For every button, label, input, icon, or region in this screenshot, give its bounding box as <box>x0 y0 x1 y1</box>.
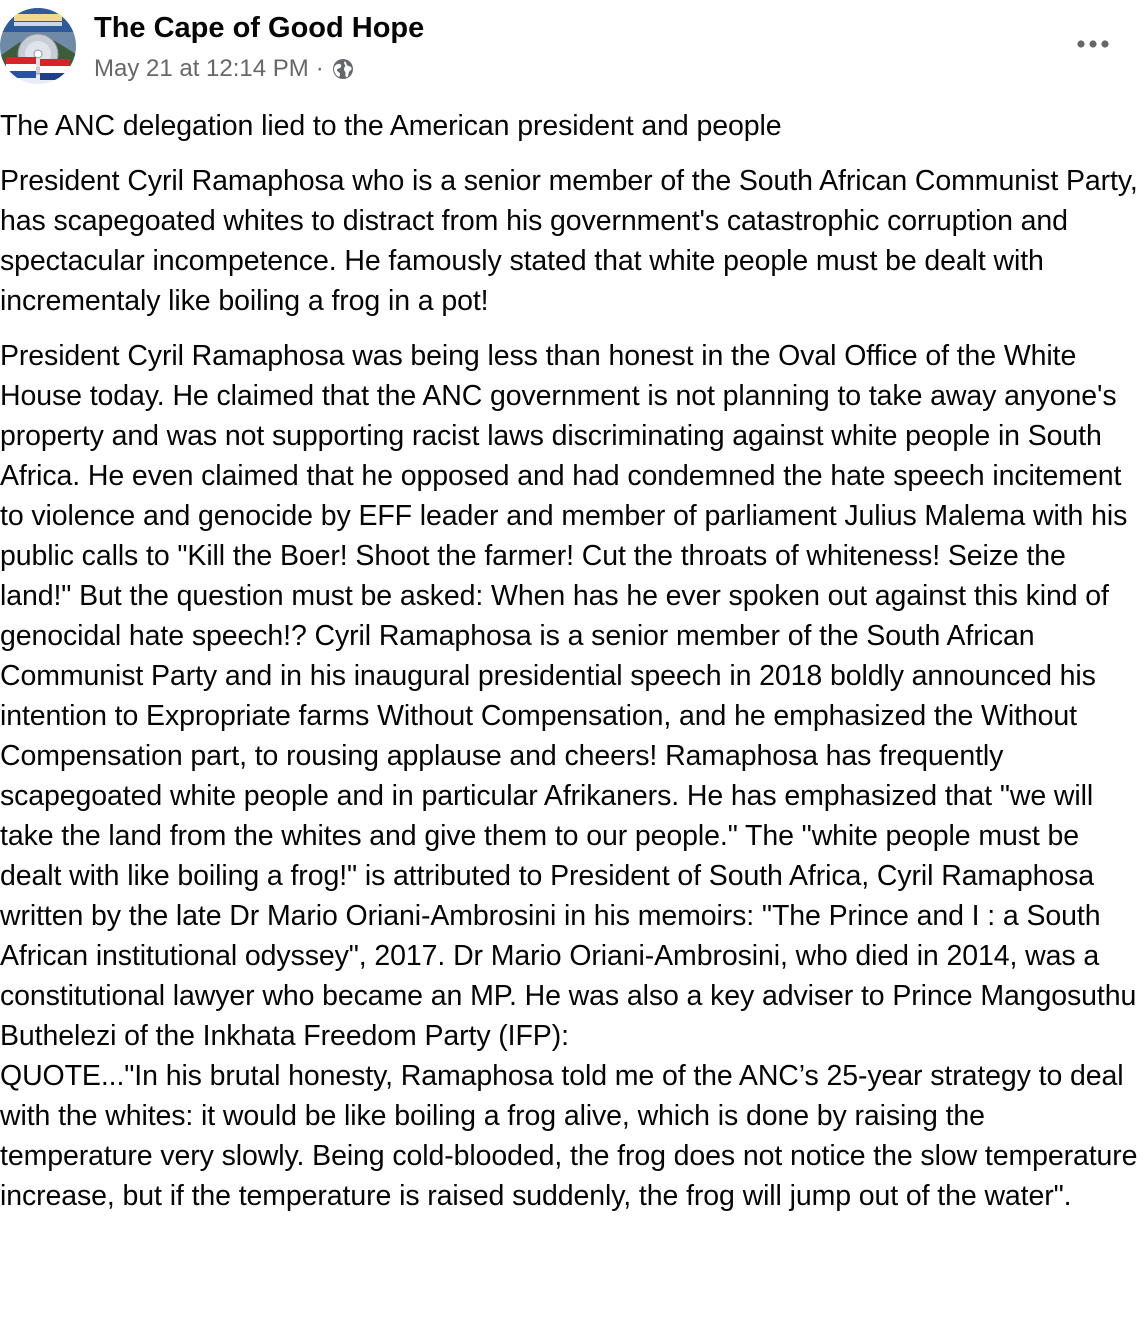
post-timestamp[interactable]: May 21 at 12:14 PM <box>94 55 309 82</box>
page-avatar[interactable] <box>0 8 76 84</box>
post-meta <box>94 55 355 83</box>
meta-separator: · <box>315 55 324 82</box>
post-paragraph-headline: The ANC delegation lied to the American president and people <box>0 110 782 142</box>
globe-icon <box>331 57 355 81</box>
post-header <box>0 0 1146 100</box>
cd-cover-image <box>0 8 76 84</box>
more-options-button[interactable] <box>1070 26 1116 62</box>
post-paragraph: President Cyril Ramaphosa was being less than honest in the Oval Office of the White House today. He claimed that the ANC government is not planning to take away anyone's property and was not supporting racist laws discriminating against white people in South Africa. He even claimed that he opposed and had condemned the hate speech incitement to violence and genocide by EFF leader and member of parliament Julius Malema with his public calls to "Kill the Boer! Shoot the farmer! Cut the throats of whiteness! Seize the land!" But the question must be asked: When has he ever spoken out against this kind of genocidal hate speech!? Cyril Ramaphosa is a senior member of the South African Communist Party and in his inaugural presidential speech in 2018 boldly announced his intention to Expropriate farms Without Compensation, and he emphasized the Without Compensation part, to rousing applause and cheers! Ramaphosa has frequently scapegoated white people and in particular Afrikaners. He has emphasized that "we will take the land from the whites and give them to our people." The "white people must be dealt with like boiling a frog!" is attributed to President of South Africa, Cyril Ramaphosa written by the late Dr Mario Oriani-Ambrosini in his memoirs: "The Prince and I : a South African institutional odyssey", 2017. Dr Mario Oriani-Ambrosini, who died in 2014, was a constitutional lawyer who became an MP. He was also a key adviser to Prince Mangosuthu Buthelezi of the Inkhata Freedom Party (IFP): QUOTE..."In his brutal honesty, Ramaphosa told me of the ANC’s 25-year strategy to deal with the whites: it would be like boiling a frog alive, which is done by raising the temperature very slowly. Being cold-blooded, the frog does not notice the slow temperature increase, but if the temperature is raised suddenly, the frog will jump out of the water". <box>0 340 1138 1212</box>
page-name-link[interactable]: The Cape of Good Hope <box>94 12 425 44</box>
more-options-icon <box>1076 39 1110 49</box>
post-paragraph: President Cyril Ramaphosa who is a senior member of the South African Communist Party, has scapegoated whites to distract from his government's catastrophic corruption and spectacular incompetence. He famously stated that white people must be dealt with incrementaly like boiling a frog in a pot! <box>0 165 1138 317</box>
post-body <box>0 106 1140 1231</box>
